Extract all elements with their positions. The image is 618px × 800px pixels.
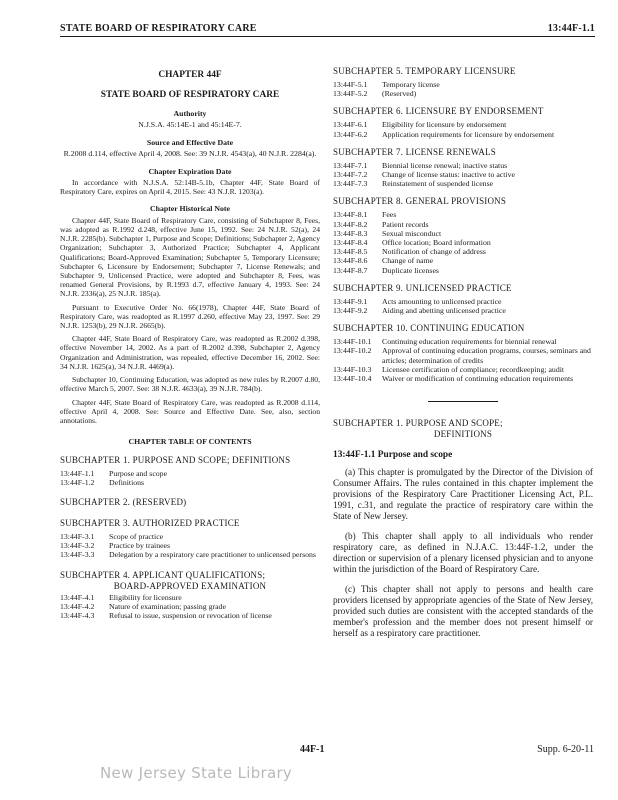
toc-row: 13:44F-10.4 Waiver or modification of continuing education requirements: [333, 374, 574, 384]
toc-row: 13:44F-8.3 Sexual misconduct: [333, 228, 442, 238]
header-section-number: 13:44F-1.1: [547, 23, 595, 34]
subchapter-8-title: SUBCHAPTER 8. GENERAL PROVISIONS: [333, 196, 507, 207]
history-paragraph: Chapter 44F, State Board of Respiratory Care, was readopted as R.2002 d.398, effective November 14, 2002. As a part of R.2002 d.398, Subchapter 2, Agency Organization and Administration, was repealed, effective December 16, 2002. See: 34 N.J.R. 1625(a), 34 N.J.R. 4469(a).: [60, 334, 320, 371]
toc-row: 13:44F-5.2 (Reserved): [333, 89, 417, 99]
toc-row: 13:44F-8.4 Office location; Board information: [333, 238, 491, 248]
toc-row: 13:44F-7.2 Change of license status: inactive to active: [333, 170, 515, 180]
section-divider: [428, 401, 498, 402]
page-number: 44F-1: [300, 744, 325, 755]
history-paragraph: Subchapter 10, Continuing Education, was adopted as new rules by R.2007 d.80, effective March 5, 2007. See: 38 N.J.R. 4633(a), 39 N.J.R. 784(b).: [60, 375, 320, 394]
toc-row: 13:44F-3.2 Practice by trainees: [60, 541, 171, 551]
toc-row: 13:44F-5.1 Temporary license: [333, 80, 440, 89]
toc-row: 13:44F-10.2 Approval of continuing education programs, courses, seminars and articles; determination of credits: [333, 346, 591, 365]
toc-row: 13:44F-8.6 Change of name: [333, 256, 434, 266]
right-column: [333, 66, 593, 648]
toc-row: 13:44F-4.1 Eligibility for licensure: [60, 592, 182, 602]
source-heading: Source and Effective Date: [146, 137, 234, 147]
subchapter-10-title: SUBCHAPTER 10. CONTINUING EDUCATION: [333, 323, 525, 334]
chapter-title: STATE BOARD OF RESPIRATORY CARE: [100, 90, 280, 100]
authority-text: N.J.S.A. 45:14E-1 and 45:14E-7.: [138, 120, 242, 130]
subchapter-6-title: SUBCHAPTER 6. LICENSURE BY ENDORSEMENT: [333, 106, 544, 117]
section-heading: 13:44F-1.1 Purpose and scope: [333, 450, 453, 461]
toc-row: 13:44F-8.7 Duplicate licenses: [333, 265, 439, 275]
toc-row: 13:44F-7.3 Reinstatement of suspended license: [333, 179, 494, 189]
history-paragraph: Chapter 44F, State Board of Respiratory Care, consisting of Subchapter 8, Fees, was adopted as R.1992 d.248, effective June 15, 1992. See: 24 N.J.R. 52(a), 24 N.J.R. 2285(b). Subchapter 1, Purpose and Scope; Definitions; Subchapter 2, Agency Organization; Subchapter 3, Authorized Practice; Subchapter 4, Applicant Qualifications; Board-Approved Examination; Subchapter 5, Temporary Licensure; Subchapter 6, Licensure by Endorsement; Subchapter 7, License Renewals; and Subchapter 9, Unlicensed Practice, were adopted and Subchapter 8, Fees, was renamed General Provisions, by R.1993 d.7, effective January 4, 1993. See: 24 N.J.R. 2336(a), 25 N.J.R. 185(a).: [60, 215, 320, 299]
subchapter-1-title: SUBCHAPTER 1. PURPOSE AND SCOPE; DEFINITIONS: [60, 454, 291, 465]
body-paragraph: (c) This chapter shall not apply to persons and health care providers licensed by appropriate agencies of the State of New Jersey, provided such duties are consistent with the accepted standards of the member's profession and the member does not present himself or herself as a respiratory care practitioner.: [333, 583, 593, 639]
toc-row: 13:44F-8.1 Fees: [333, 210, 397, 220]
table-of-contents-heading: CHAPTER TABLE OF CONTENTS: [128, 437, 252, 447]
subchapter-9-title: SUBCHAPTER 9. UNLICENSED PRACTICE: [333, 282, 512, 293]
authority-heading: Authority: [173, 109, 207, 118]
toc-row: 13:44F-8.5 Notification of change of address: [333, 247, 486, 257]
subchapter-4-title: SUBCHAPTER 4. APPLICANT QUALIFICATIONS; BOARD-APPROVED EXAMINATION: [60, 569, 267, 591]
history-heading: Chapter Historical Note: [150, 204, 230, 214]
body-paragraph: (b) This chapter shall apply to all individuals who render respiratory care, as defined in N.J.A.C. 13:44F-1.2, under the direction or supervision of a plenary licensed physician and to anyone within the jurisdiction of the Board of Respiratory Care.: [333, 530, 593, 575]
toc-row: 13:44F-9.2 Aiding and abetting unlicensed practice: [333, 306, 506, 316]
toc-row: 13:44F-6.1 Eligibility for licensure by endorsement: [333, 120, 507, 130]
library-watermark: New Jersey State Library: [100, 764, 293, 782]
toc-row: 13:44F-10.1 Continuing education requirements for biennial renewal: [333, 337, 557, 347]
toc-row: 13:44F-1.2 Definitions: [60, 477, 145, 487]
left-column: [60, 70, 320, 620]
running-header: [60, 20, 595, 37]
history-paragraph: Pursuant to Executive Order No. 66(1978), Chapter 44F, State Board of Respiratory Care, was readopted as R.1997 d.260, effective May 23, 1997. See: 29 N.J.R. 1253(b), 29 N.J.R. 2665(b).: [60, 302, 320, 331]
subchapter-7-title: SUBCHAPTER 7. LICENSE RENEWALS: [333, 146, 497, 157]
toc-row: 13:44F-4.2 Nature of examination; passing grade: [60, 601, 226, 611]
subchapter-3-title: SUBCHAPTER 3. AUTHORIZED PRACTICE: [60, 517, 240, 528]
source-text: R.2008 d.114, effective April 4, 2008. See: 39 N.J.R. 4543(a), 40 N.J.R. 2284(a).: [63, 149, 317, 159]
subchapter-heading: SUBCHAPTER 1. PURPOSE AND SCOPE; DEFINITIONS: [333, 418, 503, 440]
expiration-text: In accordance with N.J.S.A. 52:14B-5.1b, Chapter 44F, State Board of Respiratory Care, expires on April 4, 2015. See: 43 N.J.R. 1203(a).: [60, 178, 320, 197]
supplement-date: Supp. 6-20-11: [537, 744, 594, 755]
toc-row: 13:44F-10.3 Licensee certification of compliance; recordkeeping; audit: [333, 364, 565, 374]
subchapter-5-title: SUBCHAPTER 5. TEMPORARY LICENSURE: [333, 66, 516, 76]
toc-row: 13:44F-7.1 Biennial license renewal; inactive status: [333, 160, 508, 170]
history-paragraph: Chapter 44F, State Board of Respiratory Care, was readopted as R.2008 d.114, effective April 4, 2008. See: Source and Effective Date. See, also, section annotations.: [60, 397, 320, 425]
expiration-heading: Chapter Expiration Date: [148, 166, 232, 176]
toc-row: 13:44F-6.2 Application requirements for licensure by endorsement: [333, 129, 555, 139]
toc-row: 13:44F-4.3 Refusal to issue, suspension or revocation of license: [60, 610, 272, 620]
toc-row: 13:44F-3.1 Scope of practice: [60, 531, 164, 541]
toc-row: 13:44F-9.1 Acts amounting to unlicensed practice: [333, 296, 502, 306]
header-title: STATE BOARD OF RESPIRATORY CARE: [60, 23, 257, 34]
toc-row: 13:44F-1.1 Purpose and scope: [60, 468, 168, 478]
toc-row: 13:44F-3.3 Delegation by a respiratory care practitioner to unlicensed persons: [60, 550, 316, 560]
chapter-number: CHAPTER 44F: [158, 70, 222, 80]
toc-row: 13:44F-8.2 Patient records: [333, 219, 429, 229]
subchapter-2-title: SUBCHAPTER 2. (RESERVED): [60, 496, 187, 507]
body-paragraph: (a) This chapter is promulgated by the Director of the Division of Consumer Affairs. The rules contained in this chapter implement the provisions of the Respiratory Care Practitioner Licensing Act, P.L. 1991, c.31, and regulate the practice of respiratory care within the State of New Jersey.: [333, 466, 593, 522]
